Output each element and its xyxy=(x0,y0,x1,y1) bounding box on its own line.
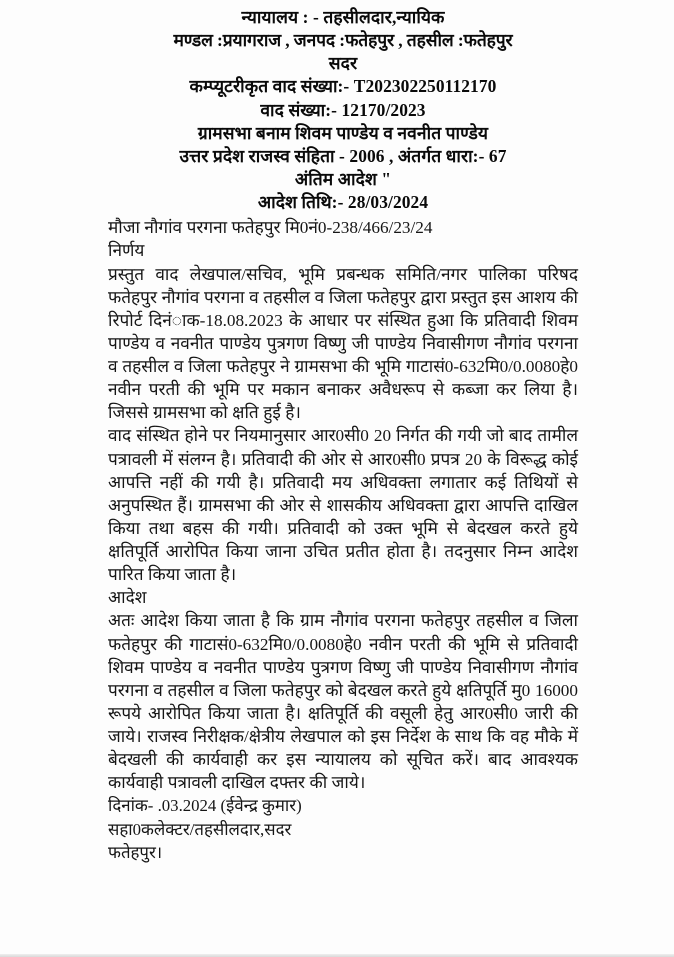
signature-date-and-name: दिनांक- .03.2024 (ईवेन्द्र कुमार) xyxy=(108,796,302,816)
signature-place: फतेहपुर। xyxy=(108,842,163,862)
order-heading: आदेश xyxy=(108,588,147,608)
decision-heading: निर्णय xyxy=(108,241,145,261)
decision-paragraph-2: वाद संस्थित होने पर नियमानुसार आर0सी0 20 निर्गत की गयी जो बाद तामील पत्रावली में संलग्न है। प्रतिवादी की ओर से आर0सी0 प्रपत्र 20 के विरूद्ध कोई आपत्ति नहीं की गयी है। प्रतिवादी मय अधिवक्ता लगातार कई तिथियों से अनुपस्थित हैं। ग्रामसभा की ओर से शासकीय अधिवक्ता द्वारा आपत्ति दाखिल किया तथा बहस की गयी। प्रतिवादी को उक्त भूमि से बेदखल करते हुये क्षतिपूर्ति आरोपित किया जाना उचित प्रतीत होता है। तदनुसार निम्न आदेश पारित किया जाता है। xyxy=(108,426,578,585)
signature-block xyxy=(108,794,578,864)
parties-line: ग्रामसभा बनाम शिवम पाण्डेय व नवनीत पाण्डेय xyxy=(197,122,489,143)
jurisdiction-line-continuation: सदर xyxy=(328,53,358,74)
computerized-case-number: कम्प्यूटरीकृत वाद संख्या:- T202302250112170 xyxy=(189,76,497,97)
order-paragraph: अतः आदेश किया जाता है कि ग्राम नौगांव परगना फतेहपुर तहसील व जिला फतेहपुर की गाटासं0-632मि0/0.0080हे0 नवीन परती की भूमि से प्रतिवादी शिवम पाण्डेय व नवनीत पाण्डेय पुत्रगण विष्णु जी पाण्डेय निवासीगण नौगांव परगना व तहसील व जिला फतेहपुर को बेदखल करते हुये क्षतिपूर्ति मु0 16000 रूपये आरोपित किया जाता है। क्षतिपूर्ति की वसूली हेतु आर0सी0 जारी की जाये। राजस्व निरीक्षक/क्षेत्रीय लेखपाल को इस निर्देश के साथ कि वह मौके में बेदखली की कार्यवाही कर इस न्यायालय को सूचित करें। बाद आवश्यक कार्यवाही पत्रावली दाखिल दफ्तर की जाये। xyxy=(108,611,578,793)
signature-designation: सहा0कलेक्टर/तहसीलदार,सदर xyxy=(108,819,292,839)
jurisdiction-line: मण्डल :प्रयागराज , जनपद :फतेहपुर , तहसील :फतेहपुर xyxy=(173,30,513,51)
decision-paragraph-1: प्रस्तुत वाद लेखपाल/सचिव, भूमि प्रबन्धक समिति/नगर पालिका परिषद फतेहपुर नौगांव परगना व तहसील व जिला फतेहपुर द्वारा प्रस्तुत इस आशय की रिपोर्ट दिनंाक-18.08.2023 के आधार पर संस्थित हुआ कि प्रतिवादी शिवम पाण्डेय व नवनीत पाण्डेय पुत्रगण विष्णु जी पाण्डेय निवासीगण नौगांव परगना व तहसील व जिला फतेहपुर ने ग्रामसभा की भूमि गाटासं0-632मि0/0.0080हे0 नवीन परती की भूमि पर मकान बनाकर अवैधरूप से कब्जा कर लिया है। जिससे ग्रामसभा को क्षति हुई है। xyxy=(108,264,578,423)
act-and-section-line: उत्तर प्रदेश राजस्व संहिता - 2006 , अंतर्गत धारा:- 67 xyxy=(179,145,507,166)
order-type-line: अंतिम आदेश " xyxy=(294,168,392,189)
court-name-line: न्यायालय : - तहसीलदार,न्यायिक xyxy=(241,7,445,27)
order-date-line: आदेश तिथि:- 28/03/2024 xyxy=(257,192,429,213)
document-body xyxy=(108,216,578,794)
document-header xyxy=(108,6,578,214)
mouja-plot-line: मौजा नौगांव परगना फतेहपुर मि0नं0-238/466/23/24 xyxy=(108,218,433,238)
case-number: वाद संख्या:- 12170/2023 xyxy=(260,99,426,120)
